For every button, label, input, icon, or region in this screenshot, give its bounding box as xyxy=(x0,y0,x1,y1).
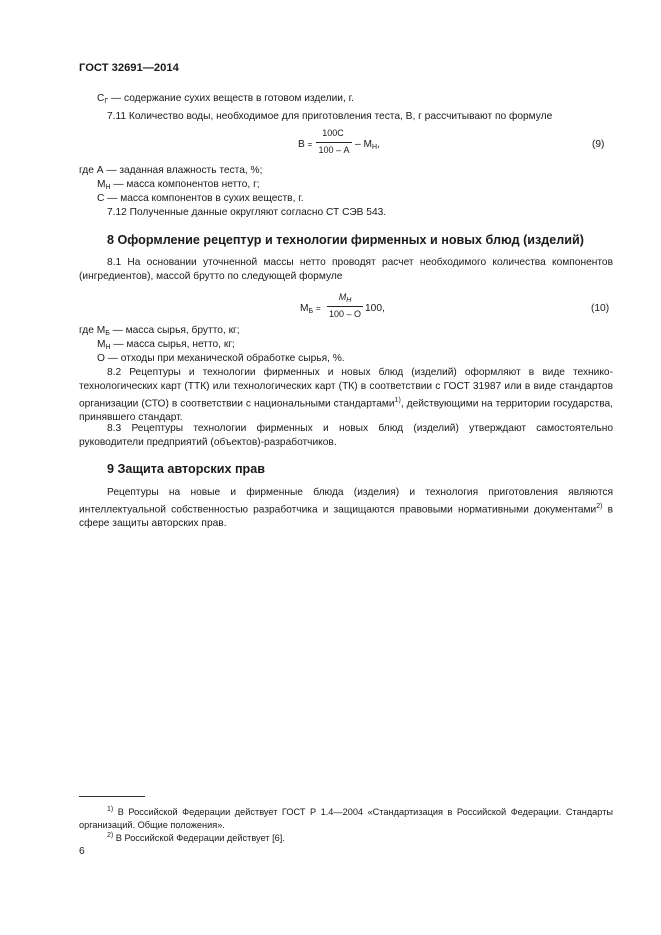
sub-g: Г xyxy=(104,98,109,105)
formula-10-tail: 100, xyxy=(365,303,385,314)
paragraph-8-3: 8.3 Рецептуры технологии фирменных и новых блюд (изделий) утверждают самостоятельно руководители предприятий (объектов)-разработчиков. xyxy=(79,423,613,448)
paragraph-8-2-text-a: 8.2 Рецептуры и технологии фирменных и новых блюд (изделий) оформляют в виде технико-технологических карт (ТТК) или технологических карт (ТК) в соответствии с ГОСТ 31987 или в виде стандартов организации (СТО) в соответствии с национальными стандартами xyxy=(79,367,613,410)
formula-10-numerator xyxy=(328,292,362,306)
var-m: М xyxy=(97,339,106,350)
paragraph-8-2 xyxy=(79,366,613,425)
section-8-title: 8 Оформление рецептур и технологии фирменных и новых блюд (изделий) xyxy=(107,233,584,247)
footnote-2-mark: 2) xyxy=(107,832,114,839)
footnote-ref-2: 2) xyxy=(596,503,603,510)
def-text: — масса сырья, нетто, кг; xyxy=(110,339,235,350)
var-c: С xyxy=(97,93,105,104)
formula-9-comma: , xyxy=(377,139,380,150)
formula-9-sub-n: Н xyxy=(371,144,378,151)
definition-cg xyxy=(97,92,354,109)
paragraph-8-1: 8.1 На основании уточненной массы нетто проводят расчет необходимого количества компонентов (ингредиентов), массой брутто по следующей формуле xyxy=(79,257,613,282)
paragraph-7-11: 7.11 Количество воды, необходимое для приготовления теста, В, г рассчитывают по формуле xyxy=(107,111,553,122)
formula-9-fraction-line xyxy=(316,142,352,143)
formula-9-minus-m: – М xyxy=(355,139,372,150)
formula-10-num-m: М xyxy=(338,292,347,302)
footnote-separator xyxy=(79,796,145,797)
formula-10-num-sub: Н xyxy=(346,297,352,304)
formula-9-number: (9) xyxy=(592,139,605,150)
sub-b: Б xyxy=(105,330,110,337)
var-m: М xyxy=(97,179,106,190)
footnote-1 xyxy=(79,803,613,832)
sub-n: Н xyxy=(105,344,111,351)
definition-a: где А — заданная влажность теста, %; xyxy=(79,165,263,176)
page-number: 6 xyxy=(79,846,85,857)
formula-10-denominator: 100 – О xyxy=(328,309,362,319)
def-text: — масса компонентов нетто, г; xyxy=(110,179,260,190)
formula-9-var-b: В xyxy=(298,139,305,150)
formula-10-fraction-line xyxy=(327,306,363,307)
footnote-2-text: В Российской Федерации действует [6]. xyxy=(113,833,285,844)
footnote-1-text: В Российской Федерации действует ГОСТ Р 1.4—2004 «Стандартизация в Российской Федерации. Стандарты организаций. Общие положения». xyxy=(79,807,613,831)
definition-c: С — масса компонентов в сухих веществ, г. xyxy=(97,193,304,204)
formula-9-lhs xyxy=(298,138,312,152)
formula-10-sub-b: Б xyxy=(308,308,314,315)
formula-10-var-m: М xyxy=(300,303,309,314)
paragraph-7-12: 7.12 Полученные данные округляют согласно СТ СЭВ 543. xyxy=(107,207,387,218)
formula-10-eq: = xyxy=(315,304,321,313)
formula-10-number: (10) xyxy=(591,303,610,314)
formula-10-lhs xyxy=(300,302,321,319)
formula-9-eq: = xyxy=(307,140,313,149)
footnote-1-mark: 1) xyxy=(107,806,114,813)
paragraph-9 xyxy=(79,486,613,531)
prefix: где М xyxy=(79,325,106,336)
def-text: — содержание сухих веществ в готовом изделии, г. xyxy=(108,93,354,104)
sub-n: Н xyxy=(105,184,111,191)
definition-o: О — отходы при механической обработке сырья, %. xyxy=(97,353,345,364)
footnote-ref-1: 1) xyxy=(394,397,401,404)
formula-9-denominator: 100 – А xyxy=(318,145,350,155)
paragraph-8-2-text-b: , действующими на территории государства, принявшего стандарт. xyxy=(79,398,613,424)
footnote-2 xyxy=(107,829,285,845)
section-9-title: 9 Защита авторских прав xyxy=(107,462,265,476)
formula-9-numerator: 100С xyxy=(322,128,344,138)
def-text: — масса сырья, брутто, кг; xyxy=(109,325,240,336)
formula-9-rhs xyxy=(355,138,380,155)
document-header: ГОСТ 32691—2014 xyxy=(79,62,179,74)
paragraph-9-text-b: в сфере защиты авторских прав. xyxy=(79,504,613,530)
paragraph-9-text-a: Рецептуры на новые и фирменные блюда (изделия) и технология приготовления являются интеллектуальной собственностью разработчика и защищаются правовыми нормативными документами xyxy=(79,487,613,516)
